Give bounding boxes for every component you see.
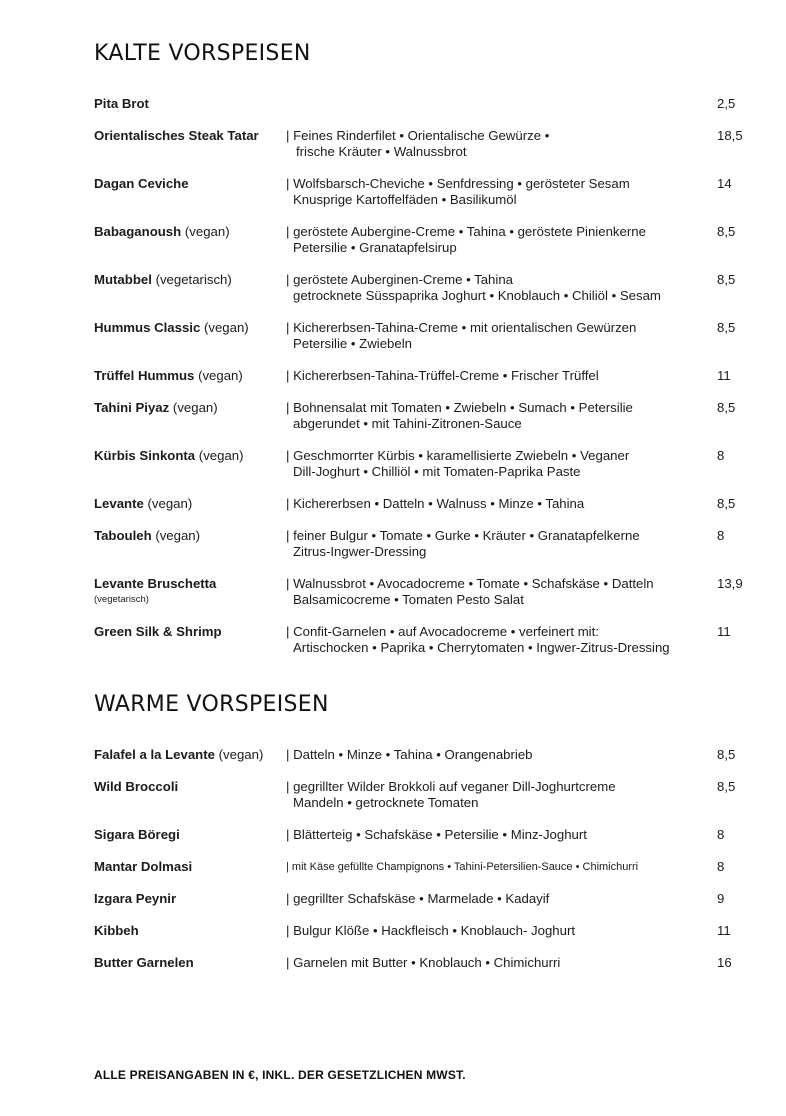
dish-name <box>94 128 259 144</box>
description-line: Petersilie • Zwiebeln <box>293 336 412 351</box>
dish-description <box>286 779 616 811</box>
dish-description <box>286 128 549 160</box>
dish-description <box>286 859 638 875</box>
dish-description <box>286 368 599 384</box>
menu-item <box>0 528 786 560</box>
dish-title: Dagan Ceviche <box>94 176 189 191</box>
description-line: | geröstete Auberginen-Creme • Tahina <box>286 272 513 287</box>
menu-item <box>0 576 786 608</box>
description-line: Zitrus-Ingwer-Dressing <box>293 544 427 559</box>
dish-name <box>94 859 192 875</box>
menu-item <box>0 224 786 256</box>
description-line: | Geschmorrter Kürbis • karamellisierte Zwiebeln • Veganer <box>286 448 630 463</box>
dish-price: 8 <box>717 528 725 543</box>
menu-item <box>0 859 786 875</box>
description-line: | Bulgur Klöße • Hackfleisch • Knoblauch- Joghurt <box>286 923 576 938</box>
menu-item <box>0 496 786 512</box>
dish-title: Trüffel Hummus <box>94 368 195 383</box>
dish-title: Tabouleh <box>94 528 152 543</box>
dish-note: (vegan) <box>198 448 244 463</box>
dish-title: Levante <box>94 496 144 511</box>
description-line: Knusprige Kartoffelfäden • Basilikumöl <box>293 192 517 207</box>
dish-title: Tahini Piyaz <box>94 400 170 415</box>
dish-description <box>286 320 636 352</box>
dish-title: Hummus Classic <box>94 320 201 335</box>
description-line: | Walnussbrot • Avocadocreme • Tomate • Schafskäse • Datteln <box>286 576 654 591</box>
dish-note: (vegan) <box>172 400 218 415</box>
menu-item <box>0 368 786 384</box>
menu-item <box>0 272 786 304</box>
dish-description <box>286 496 584 512</box>
dish-description <box>286 576 654 608</box>
dish-name <box>94 224 230 240</box>
dish-note: (vegan) <box>155 528 201 543</box>
dish-title: Kibbeh <box>94 923 139 938</box>
dish-name <box>94 400 218 416</box>
dish-description <box>286 891 549 907</box>
dish-description <box>286 400 633 432</box>
dish-price: 8,5 <box>717 272 736 287</box>
dish-description <box>286 448 629 480</box>
menu-item <box>0 955 786 971</box>
menu-list-warme-vorspeisen <box>0 747 786 987</box>
dish-note: (vegetarisch) <box>155 272 232 287</box>
description-line: frische Kräuter • Walnussbrot <box>296 144 467 159</box>
dish-name <box>94 827 180 843</box>
dish-note: (vegan) <box>203 320 249 335</box>
menu-item <box>0 400 786 432</box>
dish-name <box>94 496 192 512</box>
description-line: getrocknete Süsspaprika Joghurt • Knoblauch • Chiliöl • Sesam <box>293 288 661 303</box>
menu-item <box>0 96 786 112</box>
dish-sub-note: (vegetarisch) <box>94 594 149 605</box>
menu-item <box>0 891 786 907</box>
dish-description <box>286 923 575 939</box>
dish-name <box>94 576 216 608</box>
description-line: Dill-Joghurt • Chilliöl • mit Tomaten-Paprika Paste <box>293 464 581 479</box>
menu-item <box>0 779 786 811</box>
dish-description <box>286 224 646 256</box>
dish-note: (vegan) <box>184 224 230 239</box>
dish-name <box>94 272 232 288</box>
dish-description <box>286 827 587 843</box>
price-footnote: ALLE PREISANGABEN IN €, INKL. DER GESETZLICHEN MWST. <box>94 1068 466 1082</box>
dish-title: Babaganoush <box>94 224 182 239</box>
section-title-kalte-vorspeisen: KALTE VORSPEISEN <box>94 41 311 66</box>
dish-description <box>286 528 640 560</box>
dish-note: (vegan) <box>147 496 193 511</box>
dish-name <box>94 891 176 907</box>
section-title-warme-vorspeisen: WARME VORSPEISEN <box>94 692 329 717</box>
dish-price: 11 <box>717 624 731 639</box>
menu-list-kalte-vorspeisen <box>0 96 786 672</box>
menu-item <box>0 624 786 656</box>
dish-price: 8 <box>717 827 725 842</box>
description-line: abgerundet • mit Tahini-Zitronen-Sauce <box>293 416 522 431</box>
dish-price: 11 <box>717 923 731 938</box>
dish-price: 14 <box>717 176 732 191</box>
menu-item <box>0 923 786 939</box>
dish-note: (vegan) <box>198 368 243 383</box>
dish-title: Kürbis Sinkonta <box>94 448 196 463</box>
dish-title: Izgara Peynir <box>94 891 177 906</box>
dish-name <box>94 368 243 384</box>
dish-title: Wild Broccoli <box>94 779 179 794</box>
dish-title: Orientalisches Steak Tatar <box>94 128 259 143</box>
dish-note: (vegan) <box>218 747 264 762</box>
description-line: Mandeln • getrocknete Tomaten <box>293 795 479 810</box>
dish-title: Mutabbel <box>94 272 152 287</box>
dish-name <box>94 955 194 971</box>
dish-price: 9 <box>717 891 725 906</box>
dish-price: 8,5 <box>717 496 736 511</box>
dish-price: 13,9 <box>717 576 743 591</box>
dish-title: Green Silk & Shrimp <box>94 624 222 639</box>
dish-name <box>94 624 222 640</box>
dish-name <box>94 320 249 336</box>
description-line: | gegrillter Wilder Brokkoli auf veganer Dill-Joghurtcreme <box>286 779 616 794</box>
dish-title: Sigara Böregi <box>94 827 180 842</box>
dish-name <box>94 448 244 464</box>
description-line: | mit Käse gefüllte Champignons • Tahini-Petersilien-Sauce • Chimichurri <box>286 861 639 873</box>
dish-name <box>94 923 139 939</box>
dish-price: 8,5 <box>717 779 736 794</box>
dish-price: 2,5 <box>717 96 736 111</box>
description-line: | Bohnensalat mit Tomaten • Zwiebeln • Sumach • Petersilie <box>286 400 633 415</box>
dish-name <box>94 528 200 544</box>
dish-title: Pita Brot <box>94 96 149 111</box>
menu-item <box>0 448 786 480</box>
dish-price: 8,5 <box>717 224 736 239</box>
description-line: | Garnelen mit Butter • Knoblauch • Chimichurri <box>286 955 561 970</box>
menu-item <box>0 128 786 160</box>
menu-item <box>0 747 786 763</box>
dish-price: 18,5 <box>717 128 743 143</box>
dish-title: Falafel a la Levante <box>94 747 215 762</box>
dish-price: 8,5 <box>717 320 736 335</box>
description-line: | feiner Bulgur • Tomate • Gurke • Kräuter • Granatapfelkerne <box>286 528 640 543</box>
menu-item <box>0 827 786 843</box>
menu-item <box>0 320 786 352</box>
dish-price: 16 <box>717 955 732 970</box>
description-line: | Wolfsbarsch-Cheviche • Senfdressing • gerösteter Sesam <box>286 176 630 191</box>
dish-name <box>94 779 178 795</box>
dish-title: Butter Garnelen <box>94 955 194 970</box>
dish-name <box>94 176 189 192</box>
dish-title: Mantar Dolmasi <box>94 859 193 874</box>
dish-name <box>94 96 149 112</box>
menu-item <box>0 176 786 208</box>
description-line: | Feines Rinderfilet • Orientalische Gewürze • <box>286 128 550 143</box>
dish-price: 8,5 <box>717 400 736 415</box>
description-line: Artischocken • Paprika • Cherrytomaten • Ingwer-Zitrus-Dressing <box>293 640 670 655</box>
dish-price: 11 <box>717 368 731 383</box>
dish-description <box>286 747 533 763</box>
description-line: | Kichererbsen-Tahina-Creme • mit orientalischen Gewürzen <box>286 320 637 335</box>
description-line: Balsamicocreme • Tomaten Pesto Salat <box>293 592 524 607</box>
description-line: Petersilie • Granatapfelsirup <box>293 240 457 255</box>
description-line: | Kichererbsen • Datteln • Walnuss • Minze • Tahina <box>286 496 585 511</box>
description-line: | Datteln • Minze • Tahina • Orangenabrieb <box>286 747 533 762</box>
description-line: | geröstete Aubergine-Creme • Tahina • geröstete Pinienkerne <box>286 224 646 239</box>
dish-description <box>286 624 670 656</box>
description-line: | Confit-Garnelen • auf Avocadocreme • verfeinert mit: <box>286 624 599 639</box>
dish-description <box>286 955 560 971</box>
dish-description <box>286 176 630 208</box>
description-line: | gegrillter Schafskäse • Marmelade • Kadayif <box>286 891 550 906</box>
description-line: | Kichererbsen-Tahina-Trüffel-Creme • Frischer Trüffel <box>286 368 599 383</box>
dish-title: Levante Bruschetta <box>94 576 217 591</box>
dish-name <box>94 747 263 763</box>
dish-price: 8 <box>717 859 725 874</box>
dish-price: 8 <box>717 448 725 463</box>
dish-price: 8,5 <box>717 747 736 762</box>
dish-description <box>286 272 661 304</box>
description-line: | Blätterteig • Schafskäse • Petersilie • Minz-Joghurt <box>286 827 587 842</box>
